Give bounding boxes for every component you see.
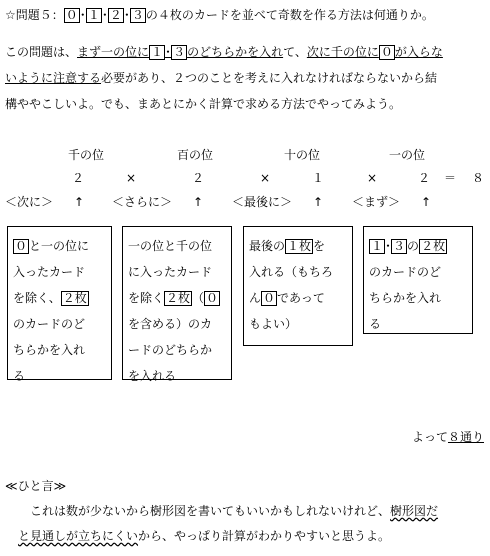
box-line	[128, 285, 226, 311]
card-0: ０	[206, 291, 219, 305]
card-2: ２	[109, 8, 122, 22]
card-3: ３	[173, 45, 186, 59]
underlined-phrase	[307, 45, 443, 59]
question-line	[5, 8, 434, 23]
header-thousands: 千の位	[68, 148, 105, 162]
header-hundreds: 百の位	[177, 148, 214, 162]
box-text: ん	[249, 291, 262, 305]
wavy-underlined-phrase: と見通しが立ちにくい	[18, 529, 139, 543]
explain-box-hundreds	[122, 226, 232, 383]
para-text: まず一の位に	[77, 45, 150, 59]
card-1: １	[87, 8, 100, 22]
explain-box-ones	[363, 226, 473, 334]
explanation-paragraph	[5, 39, 443, 117]
card-3: ３	[131, 8, 144, 22]
paragraph-line-3: 構ややこしいよ。でも、まあとにかく計算で求める方法でやってみよう。	[5, 97, 402, 111]
box-line	[249, 233, 347, 259]
underlined-phrase: いように注意する	[5, 71, 102, 85]
equals-sign: ＝	[444, 171, 457, 185]
hitokoto-line-2	[18, 530, 390, 542]
box-line: ちらかを入れ	[13, 343, 86, 357]
box-line: る	[13, 369, 26, 383]
hitokoto-line-1	[30, 505, 438, 517]
para-text: この問題は、	[5, 45, 78, 59]
star-icon: ☆	[5, 8, 16, 22]
order-label-last: ＜最後に＞	[232, 195, 293, 209]
box-text: 最後の	[249, 239, 286, 253]
paragraph-line-1	[5, 39, 443, 65]
box-line: のカードのど	[369, 265, 442, 279]
order-label-then: ＜さらに＞	[112, 195, 173, 209]
box-line: 入れる（もちろ	[249, 265, 334, 279]
para-text: が入らな	[394, 45, 443, 59]
result-value: ８	[472, 171, 485, 185]
box-text: を除く	[128, 291, 165, 305]
hitokoto-text: から、やっぱり計算がわかりやすいと思うよ。	[138, 529, 391, 543]
times-sign: ×	[367, 171, 378, 185]
answer-line	[412, 431, 484, 443]
card-1: １	[371, 239, 384, 253]
underlined-phrase	[77, 45, 283, 59]
card-0: ０	[380, 45, 393, 59]
separator-dot: ･	[385, 239, 392, 253]
explain-box-tens	[243, 226, 353, 346]
box-text: を除く、	[13, 291, 61, 305]
two-cards-box: ２枚	[421, 239, 446, 253]
para-text: 次に千の位に	[306, 45, 379, 59]
card-0: ０	[65, 8, 78, 22]
box-text: の	[407, 239, 420, 253]
para-text: て、	[283, 45, 307, 59]
para-text: のどちらかを入れ	[187, 45, 284, 59]
box-text: を	[313, 239, 326, 253]
para-text: 必要があり、２つのことを考えに入れなければならないから結	[101, 71, 438, 85]
paragraph-line-2	[5, 65, 443, 91]
order-label-first: ＜まず＞	[352, 195, 401, 209]
header-tens: 十の位	[284, 148, 321, 162]
box-line: のカードのど	[13, 317, 86, 331]
box-line: に入ったカード	[128, 265, 213, 279]
box-line: 入ったカード	[13, 265, 86, 279]
one-card-box: １枚	[287, 239, 312, 253]
separator-dot: ･	[123, 8, 130, 22]
box-line: を入れる	[128, 369, 177, 383]
separator-dot: ･	[165, 45, 172, 59]
box-line	[249, 285, 347, 311]
question-label: 問題５：	[15, 8, 64, 22]
card-3: ３	[393, 239, 406, 253]
separator-dot: ･	[79, 8, 86, 22]
answer-prefix: よって	[411, 430, 448, 444]
value-thousands: ２	[72, 171, 85, 185]
box-line	[13, 285, 106, 311]
box-line: を含める）のカ	[128, 317, 213, 331]
explain-box-thousands	[7, 226, 112, 383]
answer-value: ８通り	[447, 430, 484, 444]
box-text: （	[192, 291, 205, 305]
question-text: の４枚のカードを並べて奇数を作る方法は何通りか。	[145, 8, 434, 22]
up-arrow-icon: ↑	[193, 195, 204, 209]
hitokoto-text: これは数が少ないから樹形図を書いてもいいかもしれないけれど、	[30, 504, 391, 518]
box-line	[13, 233, 106, 259]
value-ones: ２	[418, 171, 431, 185]
value-hundreds: ２	[192, 171, 205, 185]
times-sign: ×	[126, 171, 137, 185]
up-arrow-icon: ↑	[421, 195, 432, 209]
card-1: １	[151, 45, 164, 59]
two-cards-box: ２枚	[166, 291, 191, 305]
box-line: ちらかを入れ	[369, 291, 442, 305]
box-line: 一の位と千の位	[128, 239, 213, 253]
box-line: もよい）	[249, 317, 298, 331]
box-line: る	[369, 317, 382, 331]
box-line: ードのどちらか	[128, 343, 213, 357]
box-text: であって	[277, 291, 325, 305]
card-0: ０	[263, 291, 276, 305]
up-arrow-icon: ↑	[74, 195, 85, 209]
box-line	[369, 233, 467, 259]
hitokoto-title: ≪ひと言≫	[5, 479, 67, 493]
separator-dot: ･	[101, 8, 108, 22]
box-text: と一の位に	[29, 239, 90, 253]
card-0: ０	[15, 239, 28, 253]
two-cards-box: ２枚	[62, 291, 87, 305]
wavy-underlined-phrase: 樹形図だ	[390, 504, 439, 518]
times-sign: ×	[260, 171, 271, 185]
up-arrow-icon: ↑	[313, 195, 324, 209]
value-tens: １	[312, 171, 325, 185]
header-ones: 一の位	[389, 148, 426, 162]
order-label-next: ＜次に＞	[5, 195, 54, 209]
